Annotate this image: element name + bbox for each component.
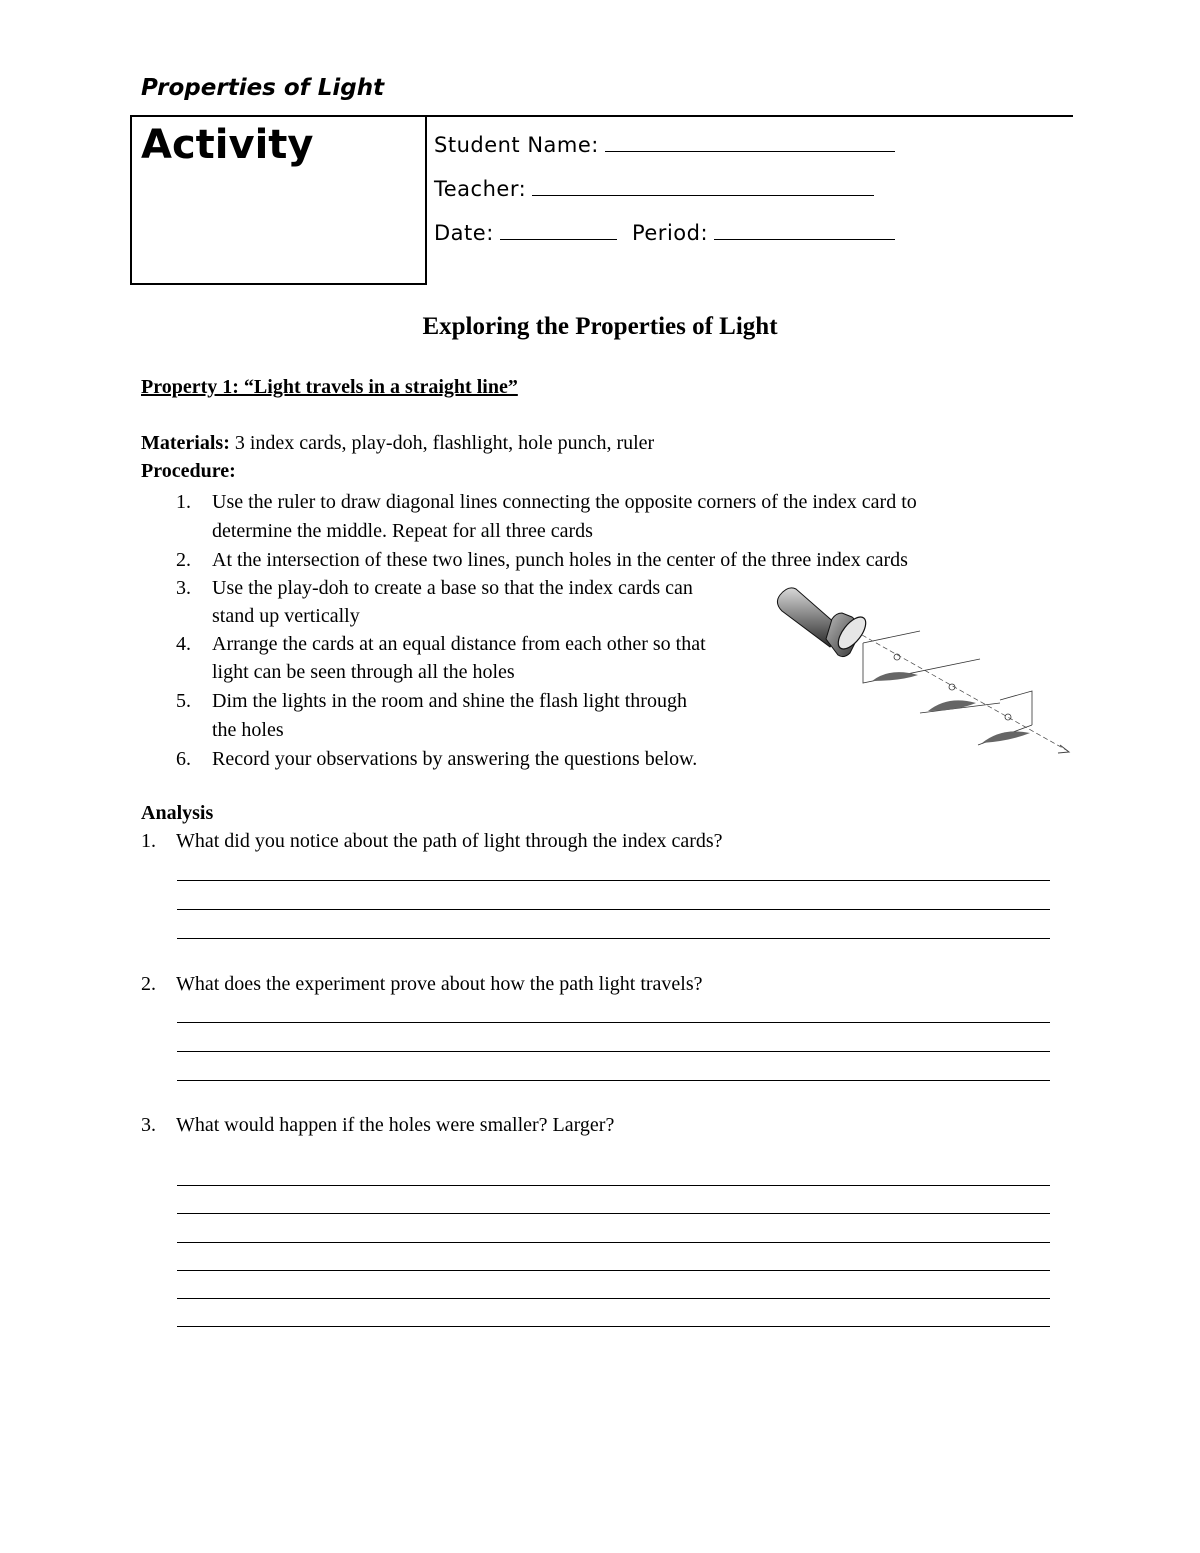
teacher-field[interactable] — [532, 177, 874, 196]
answer-line[interactable] — [177, 1242, 1050, 1243]
student-name-label: Student Name: — [434, 133, 599, 157]
step-number: 3. — [176, 577, 191, 599]
step-text-line: light can be seen through all the holes — [212, 661, 515, 683]
answer-line[interactable] — [177, 1185, 1050, 1186]
teacher-row — [434, 177, 874, 201]
date-label: Date: — [434, 221, 494, 245]
answer-line[interactable] — [177, 1213, 1050, 1214]
property-title: Property 1: “Light travels in a straight line” — [141, 376, 518, 398]
materials-line — [141, 432, 654, 455]
activity-title: Activity — [141, 122, 314, 168]
step-text-line: Use the play-doh to create a base so that the index cards can — [212, 577, 693, 599]
step-text-line: the holes — [212, 719, 284, 741]
step-text-line: Arrange the cards at an equal distance from each other so that — [212, 633, 706, 655]
teacher-label: Teacher: — [434, 177, 527, 201]
question-number: 2. — [141, 973, 156, 995]
flashlight-icon — [777, 588, 870, 657]
date-period-row — [434, 221, 895, 245]
answer-line[interactable] — [177, 1022, 1050, 1023]
question-text: What does the experiment prove about how the path light travels? — [176, 973, 703, 995]
step-text-line: At the intersection of these two lines, punch holes in the center of the three index cards — [212, 549, 908, 571]
materials-label: Materials: — [141, 432, 230, 454]
step-number: 6. — [176, 748, 191, 770]
answer-line[interactable] — [177, 880, 1050, 881]
index-card-2 — [920, 684, 1000, 713]
answer-line[interactable] — [177, 1080, 1050, 1081]
question-number: 1. — [141, 830, 156, 852]
step-text-line: determine the middle. Repeat for all three cards — [212, 520, 593, 542]
step-number: 2. — [176, 549, 191, 571]
page-title: Exploring the Properties of Light — [422, 313, 778, 340]
step-text-line: Record your observations by answering the questions below. — [212, 748, 698, 770]
procedure-label: Procedure: — [141, 460, 236, 482]
flashlight-cards-illustration — [770, 575, 1075, 760]
date-field[interactable] — [500, 221, 617, 240]
materials-text: 3 index cards, play-doh, flashlight, hole punch, ruler — [229, 432, 655, 454]
question-text: What did you notice about the path of light through the index cards? — [176, 830, 723, 852]
period-label: Period: — [631, 221, 709, 245]
step-text-line: Dim the lights in the room and shine the flash light through — [212, 690, 687, 712]
answer-line[interactable] — [177, 1051, 1050, 1052]
question-number: 3. — [141, 1114, 156, 1136]
answer-line[interactable] — [177, 938, 1050, 939]
worksheet-subject: Properties of Light — [141, 75, 385, 101]
period-field[interactable] — [714, 221, 895, 240]
analysis-label: Analysis — [141, 802, 214, 824]
student-name-row — [434, 133, 895, 157]
step-number: 5. — [176, 690, 191, 712]
student-name-field[interactable] — [605, 133, 895, 152]
index-card-3 — [978, 691, 1032, 745]
index-card-1 — [863, 631, 980, 683]
answer-line[interactable] — [177, 909, 1050, 910]
answer-line[interactable] — [177, 1298, 1050, 1299]
answer-line[interactable] — [177, 1270, 1050, 1271]
light-beam — [862, 635, 1068, 751]
step-text-line: Use the ruler to draw diagonal lines connecting the opposite corners of the index card to — [212, 491, 917, 513]
step-number: 4. — [176, 633, 191, 655]
answer-line[interactable] — [177, 1326, 1050, 1327]
step-number: 1. — [176, 491, 191, 513]
question-text: What would happen if the holes were smaller? Larger? — [176, 1114, 615, 1136]
step-text-line: stand up vertically — [212, 605, 360, 627]
